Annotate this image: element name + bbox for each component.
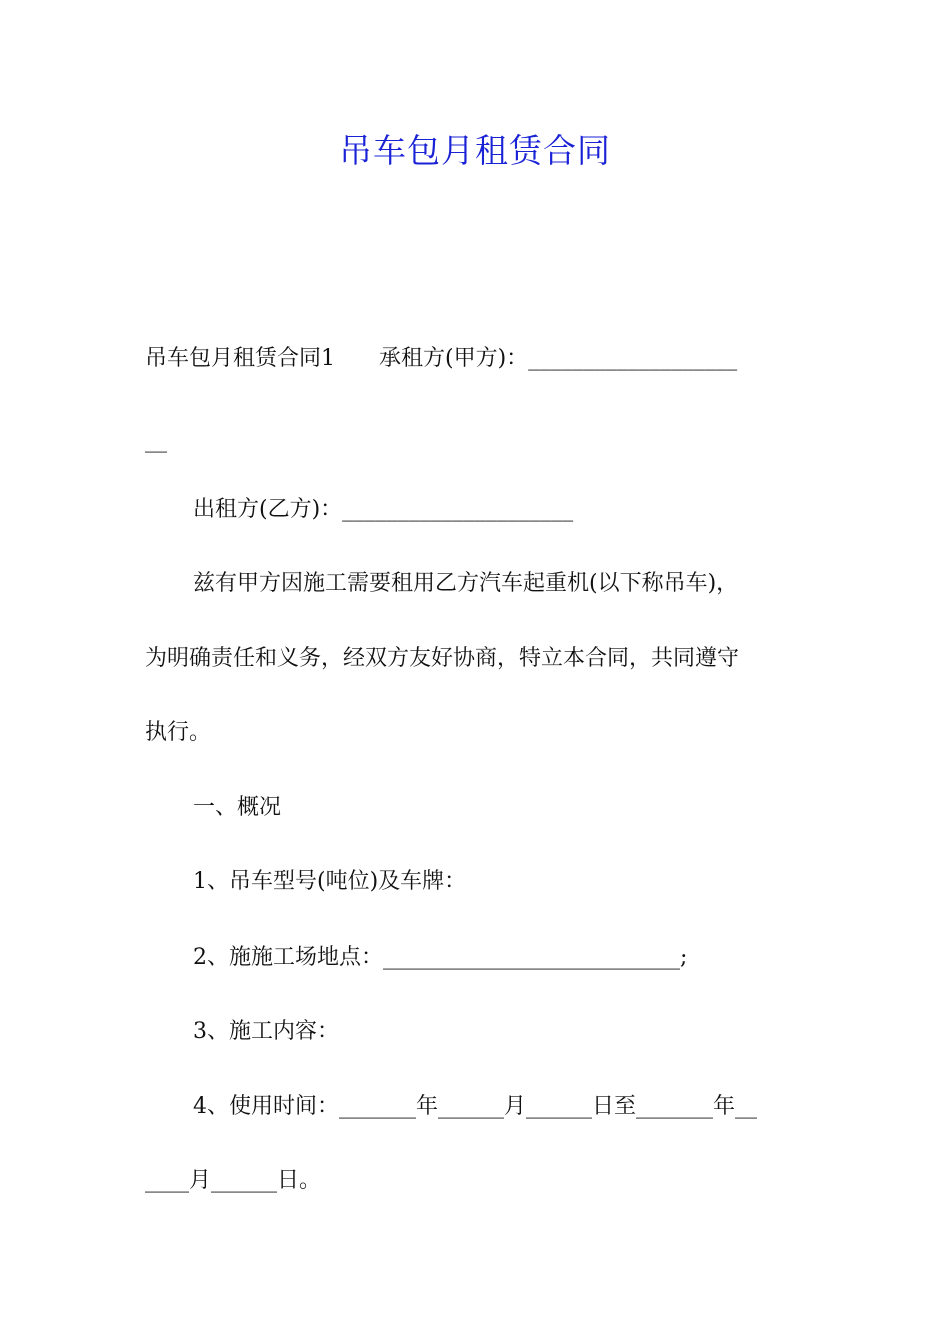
item-usage-period: 4、使用时间：_______年______月______日至_______年__ [193, 1094, 757, 1119]
item-crane-model: 1、吊车型号(吨位)及车牌： [193, 869, 467, 894]
section-heading-overview: 一、概况 [193, 795, 282, 820]
item-site-location: 2、施施工场地点：___________________________; [193, 945, 688, 970]
preamble-line-1: 兹有甲方因施工需要租用乙方汽车起重机(以下称吊车)， [193, 571, 739, 596]
contract-heading-lessee-line: 吊车包月租赁合同1 承租方(甲方)：___________________ [145, 346, 738, 371]
lessor-line: 出租方(乙方)：_____________________ [193, 497, 574, 522]
item-work-content: 3、施工内容： [193, 1019, 339, 1044]
preamble-line-2: 为明确责任和义务，经双方友好协商，特立本合同，共同遵守 [145, 646, 740, 671]
preamble-line-3: 执行。 [145, 720, 212, 745]
lessee-line-continuation: __ [145, 428, 167, 453]
document-title: 吊车包月租赁合同 [339, 131, 611, 170]
item-usage-period-continuation: ____月______日。 [145, 1168, 322, 1193]
